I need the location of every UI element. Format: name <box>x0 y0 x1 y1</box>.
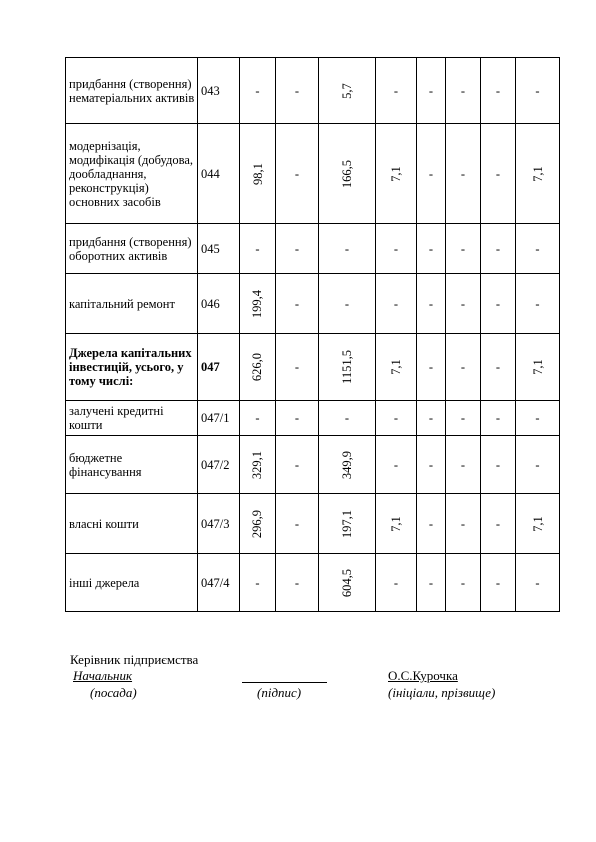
cell-value: - <box>495 457 501 472</box>
capital-investments-table <box>65 57 560 612</box>
value-cell <box>319 494 376 554</box>
table-row <box>66 58 560 124</box>
cell-value: - <box>344 296 350 311</box>
value-cell <box>481 274 516 334</box>
value-cell <box>276 334 319 401</box>
value-cell <box>481 224 516 274</box>
value-cell <box>446 58 481 124</box>
value-cell <box>319 124 376 224</box>
cell-value: - <box>495 296 501 311</box>
value-cell <box>417 334 446 401</box>
value-cell <box>276 554 319 612</box>
cell-value: 197,1 <box>340 509 354 538</box>
value-cell <box>417 274 446 334</box>
cell-value: - <box>344 241 350 256</box>
value-cell <box>240 334 276 401</box>
cell-value: - <box>428 83 434 98</box>
value-cell <box>417 436 446 494</box>
cell-value: - <box>535 411 540 425</box>
value-cell <box>516 224 560 274</box>
cell-value: 626,0 <box>250 352 265 382</box>
cell-value: 5,7 <box>340 82 354 99</box>
value-cell <box>446 401 481 436</box>
cell-value: - <box>428 241 434 256</box>
value-cell <box>376 124 417 224</box>
row-code: 047/1 <box>198 401 240 436</box>
cell-value: - <box>255 575 260 590</box>
value-cell <box>240 224 276 274</box>
signature-caption: (підпис) <box>257 685 302 700</box>
row-code: 043 <box>198 58 240 124</box>
value-cell <box>446 334 481 401</box>
cell-value: - <box>393 83 399 98</box>
value-cell <box>481 334 516 401</box>
row-code: 046 <box>198 274 240 334</box>
table-row <box>66 494 560 554</box>
cell-value: - <box>294 360 300 374</box>
value-cell <box>319 401 376 436</box>
position-value: Начальник <box>73 668 133 683</box>
signature-line <box>242 682 327 683</box>
cell-value: - <box>428 516 434 531</box>
value-cell <box>319 334 376 401</box>
cell-value: - <box>428 166 434 181</box>
cell-value: 296,9 <box>250 509 265 538</box>
value-cell <box>481 124 516 224</box>
cell-value: - <box>294 296 300 311</box>
row-code: 045 <box>198 224 240 274</box>
position-caption: (посада) <box>90 685 137 700</box>
value-cell <box>240 436 276 494</box>
cell-value: - <box>428 360 434 374</box>
value-cell <box>240 124 276 224</box>
cell-value: - <box>393 575 399 590</box>
row-name: Джерела капітальних інвестицій, усього, у тому числі: <box>66 334 198 401</box>
name-caption: (ініціали, прізвище) <box>388 685 496 700</box>
value-cell <box>417 554 446 612</box>
table-row <box>66 224 560 274</box>
cell-value: - <box>460 296 466 311</box>
value-cell <box>240 401 276 436</box>
value-cell <box>481 58 516 124</box>
row-name: залучені кредитні кошти <box>66 401 198 436</box>
table-row <box>66 554 560 612</box>
cell-value: - <box>460 411 466 425</box>
value-cell <box>481 436 516 494</box>
row-name: інші джерела <box>66 554 198 612</box>
value-cell <box>516 494 560 554</box>
value-cell <box>376 436 417 494</box>
value-cell <box>319 274 376 334</box>
value-cell <box>417 224 446 274</box>
value-cell <box>276 401 319 436</box>
cell-value: - <box>460 83 466 98</box>
value-cell <box>417 494 446 554</box>
value-cell <box>276 58 319 124</box>
cell-value: - <box>460 457 466 472</box>
cell-value: 7,1 <box>530 515 545 532</box>
value-cell <box>481 554 516 612</box>
cell-value: - <box>294 166 300 181</box>
value-cell <box>319 58 376 124</box>
row-code: 047 <box>198 334 240 401</box>
cell-value: - <box>255 411 260 425</box>
value-cell <box>376 401 417 436</box>
cell-value: - <box>393 411 399 425</box>
row-name: капітальний ремонт <box>66 274 198 334</box>
cell-value: - <box>535 241 540 256</box>
cell-value: - <box>393 296 399 311</box>
value-cell <box>481 401 516 436</box>
row-name: придбання (створення) оборотних активів <box>66 224 198 274</box>
cell-value: 329,1 <box>250 450 265 479</box>
cell-value: - <box>460 166 466 181</box>
cell-value: - <box>294 83 300 98</box>
cell-value: - <box>460 360 466 374</box>
cell-value: - <box>393 457 399 472</box>
value-cell <box>319 224 376 274</box>
cell-value: - <box>495 411 501 425</box>
cell-value: - <box>344 411 350 425</box>
name-value: О.С.Курочка <box>388 668 458 683</box>
cell-value: 199,4 <box>250 289 265 318</box>
table-row <box>66 334 560 401</box>
cell-value: - <box>535 83 540 98</box>
value-cell <box>276 274 319 334</box>
value-cell <box>516 334 560 401</box>
row-name: модернізація, модифікація (добудова, дообладнання, реконструкція) основних засобів <box>66 124 198 224</box>
value-cell <box>417 124 446 224</box>
value-cell <box>516 554 560 612</box>
table-row <box>66 274 560 334</box>
cell-value: - <box>255 83 260 98</box>
cell-value: - <box>495 575 501 590</box>
cell-value: - <box>255 241 260 256</box>
value-cell <box>319 436 376 494</box>
row-name: придбання (створення) нематеріальних активів <box>66 58 198 124</box>
row-code: 047/4 <box>198 554 240 612</box>
cell-value: - <box>535 575 540 590</box>
cell-value: - <box>460 516 466 531</box>
cell-value: 98,1 <box>250 162 265 185</box>
cell-value: - <box>393 241 399 256</box>
value-cell <box>240 274 276 334</box>
cell-value: - <box>495 360 501 374</box>
row-name: власні кошти <box>66 494 198 554</box>
cell-value: - <box>294 411 300 425</box>
table-row <box>66 124 560 224</box>
cell-value: 166,5 <box>340 159 354 188</box>
cell-value: 7,1 <box>530 165 545 182</box>
value-cell <box>276 224 319 274</box>
value-cell <box>240 494 276 554</box>
cell-value: - <box>495 166 501 181</box>
value-cell <box>240 554 276 612</box>
cell-value: - <box>535 296 540 311</box>
row-name: бюджетне фінансування <box>66 436 198 494</box>
cell-value: 7,1 <box>389 359 403 375</box>
value-cell <box>276 436 319 494</box>
cell-value: - <box>428 457 434 472</box>
value-cell <box>240 58 276 124</box>
cell-value: 7,1 <box>530 359 545 375</box>
value-cell <box>376 334 417 401</box>
value-cell <box>516 58 560 124</box>
value-cell <box>376 494 417 554</box>
cell-value: - <box>495 516 501 531</box>
value-cell <box>319 554 376 612</box>
row-code: 044 <box>198 124 240 224</box>
cell-value: - <box>294 575 300 590</box>
cell-value: - <box>460 575 466 590</box>
cell-value: - <box>428 296 434 311</box>
table-row <box>66 401 560 436</box>
value-cell <box>276 124 319 224</box>
cell-value: - <box>428 575 434 590</box>
value-cell <box>516 401 560 436</box>
value-cell <box>376 58 417 124</box>
cell-value: 604,5 <box>340 568 354 597</box>
value-cell <box>446 124 481 224</box>
value-cell <box>417 58 446 124</box>
value-cell <box>376 274 417 334</box>
value-cell <box>446 224 481 274</box>
table-row <box>66 436 560 494</box>
value-cell <box>276 494 319 554</box>
cell-value: 349,9 <box>340 450 354 479</box>
value-cell <box>376 554 417 612</box>
value-cell <box>446 554 481 612</box>
cell-value: 1151,5 <box>339 350 354 384</box>
value-cell <box>417 401 446 436</box>
cell-value: - <box>294 457 300 472</box>
value-cell <box>516 436 560 494</box>
head-label: Керівник підприємства <box>70 652 199 667</box>
value-cell <box>446 274 481 334</box>
value-cell <box>446 436 481 494</box>
value-cell <box>446 494 481 554</box>
value-cell <box>376 224 417 274</box>
row-code: 047/3 <box>198 494 240 554</box>
cell-value: - <box>495 241 501 256</box>
value-cell <box>516 124 560 224</box>
row-code: 047/2 <box>198 436 240 494</box>
cell-value: - <box>294 516 300 531</box>
value-cell <box>481 494 516 554</box>
cell-value: - <box>495 83 501 98</box>
cell-value: 7,1 <box>389 515 403 532</box>
cell-value: - <box>460 241 466 256</box>
cell-value: - <box>428 411 434 425</box>
cell-value: - <box>294 241 300 256</box>
value-cell <box>516 274 560 334</box>
cell-value: - <box>535 457 540 472</box>
cell-value: 7,1 <box>389 165 403 182</box>
